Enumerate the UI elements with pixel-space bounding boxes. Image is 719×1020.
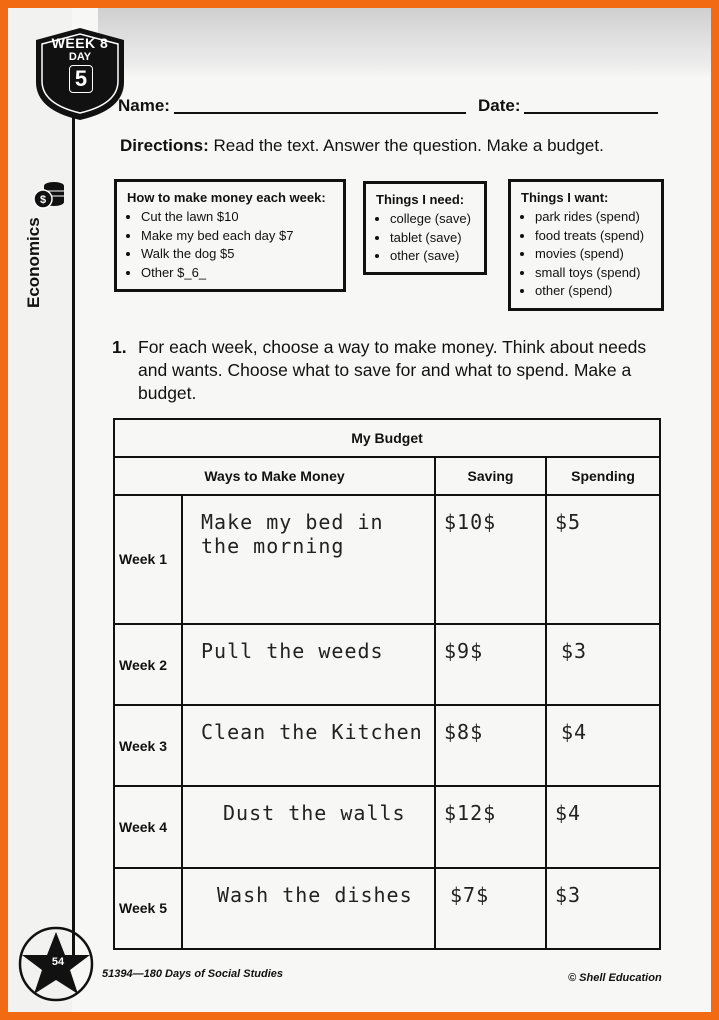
way-cell[interactable]: Clean the Kitchen <box>182 705 435 786</box>
worksheet-page <box>8 8 711 1012</box>
money-box-title: How to make money each week: <box>127 190 326 205</box>
page-number: 54 <box>51 956 65 968</box>
needs-box-title: Things I need: <box>376 192 465 207</box>
footer-publisher: © Shell Education <box>568 972 662 984</box>
list-item: • Cut the lawn $10 <box>141 208 333 227</box>
budget-title: My Budget <box>114 419 660 457</box>
week-badge <box>30 36 130 63</box>
week-label: Week 3 <box>114 705 182 786</box>
coins-icon <box>32 178 68 214</box>
question-number: 1. <box>112 337 127 357</box>
saving-cell[interactable]: $12$ <box>435 786 546 867</box>
spending-cell[interactable]: $3 <box>546 868 660 949</box>
left-margin <box>8 8 72 1012</box>
week-label: Week 4 <box>114 786 182 867</box>
directions-label: Directions: <box>120 136 209 155</box>
week-label: Week 5 <box>114 868 182 949</box>
wants-box-title: Things I want: <box>521 190 609 205</box>
list-item: • food treats (spend) <box>535 227 651 246</box>
header-spending: Spending <box>546 457 660 495</box>
list-item: • Other $_6_ <box>141 264 333 283</box>
badge-day: DAY <box>68 51 92 63</box>
spending-cell[interactable]: $5 <box>546 495 660 624</box>
list-item: • Make my bed each day $7 <box>141 227 333 246</box>
directions-text: Read the text. Answer the question. Make a budget. <box>208 136 604 155</box>
wants-box <box>508 179 664 311</box>
name-label: Name: <box>118 96 170 115</box>
way-cell[interactable]: Pull the weeds <box>182 624 435 705</box>
date-label: Date: <box>478 96 521 115</box>
saving-cell[interactable]: $8$ <box>435 705 546 786</box>
saving-cell[interactable]: $7$ <box>435 868 546 949</box>
list-item: • small toys (spend) <box>535 264 651 283</box>
week-label: Week 2 <box>114 624 182 705</box>
footer-book-title: 51394—180 Days of Social Studies <box>102 968 283 980</box>
table-row <box>114 624 660 705</box>
list-item: • park rides (spend) <box>535 208 651 227</box>
spending-cell[interactable]: $3 <box>546 624 660 705</box>
subject-title: Economics <box>24 217 43 308</box>
header-saving: Saving <box>435 457 546 495</box>
question-text: For each week, choose a way to make money. Think about needs and wants. Choose what to save for and what to spend. Make a budget. <box>138 337 647 403</box>
saving-cell[interactable]: $9$ <box>435 624 546 705</box>
directions <box>120 136 604 156</box>
money-box <box>114 179 346 292</box>
way-cell[interactable]: Wash the dishes <box>182 868 435 949</box>
table-row <box>114 868 660 949</box>
svg-text:$: $ <box>39 194 47 206</box>
week-label: Week 1 <box>114 495 182 624</box>
list-item: • other (save) <box>390 247 474 266</box>
table-row <box>114 705 660 786</box>
name-field[interactable] <box>174 112 466 114</box>
spending-cell[interactable]: $4 <box>546 705 660 786</box>
torn-paper-edge <box>98 8 711 78</box>
list-item: • other (spend) <box>535 282 651 301</box>
table-row <box>114 495 660 624</box>
badge-day-number: 5 <box>69 65 93 93</box>
question-1 <box>112 336 672 405</box>
header-ways: Ways to Make Money <box>114 457 435 495</box>
table-row <box>114 786 660 867</box>
list-item: • Walk the dog $5 <box>141 245 333 264</box>
way-cell[interactable]: Dust the walls <box>182 786 435 867</box>
budget-table <box>113 418 661 950</box>
badge-week: WEEK 8 <box>51 35 109 51</box>
list-item: • tablet (save) <box>390 229 474 248</box>
needs-box <box>363 181 487 275</box>
date-field[interactable] <box>524 112 658 114</box>
way-cell[interactable]: Make my bed in the morning <box>182 495 435 624</box>
list-item: • college (save) <box>390 210 474 229</box>
list-item: • movies (spend) <box>535 245 651 264</box>
saving-cell[interactable]: $10$ <box>435 495 546 624</box>
spending-cell[interactable]: $4 <box>546 786 660 867</box>
margin-line <box>72 78 75 958</box>
